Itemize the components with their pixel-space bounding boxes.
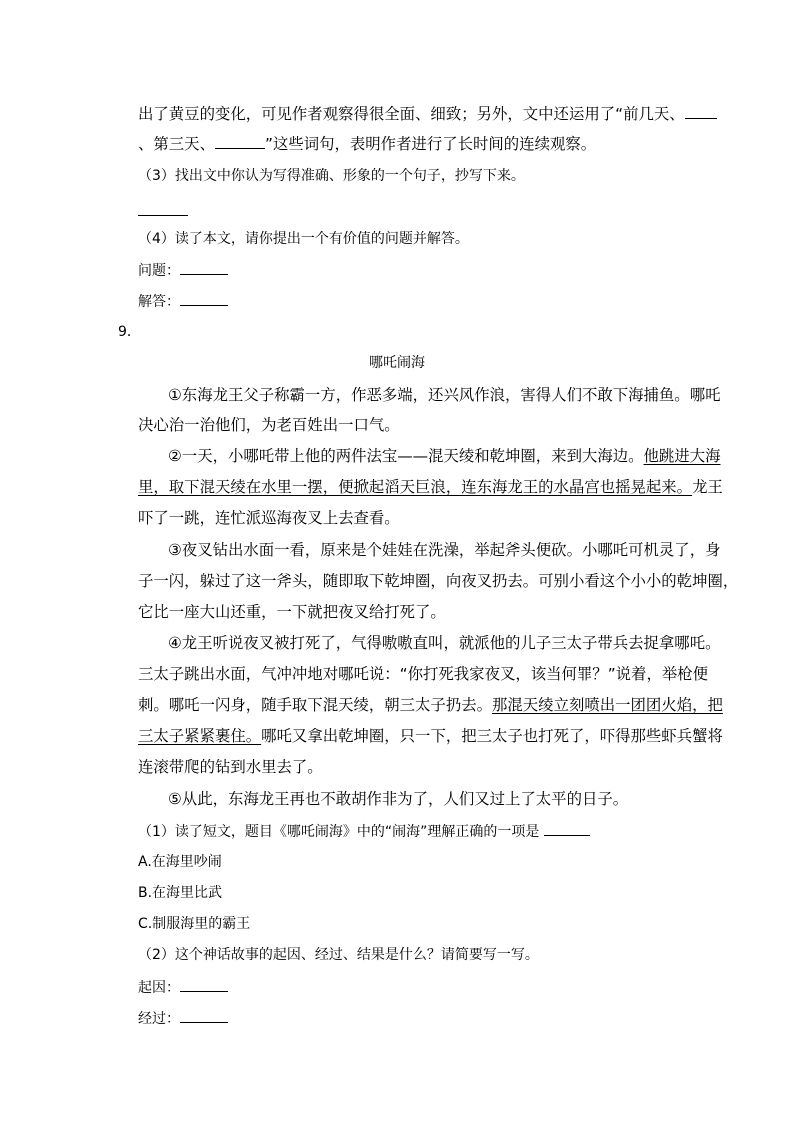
answer-blank[interactable] — [180, 291, 228, 306]
paragraph-2 — [168, 446, 721, 466]
text-segment: 、第三天、 — [138, 135, 215, 153]
paragraph-4: 三太子跳出水面，气冲冲地对哪吒说：“你打死我家夜叉，该当何罪？”说着，举枪便 — [138, 665, 709, 683]
paragraph-3: 它比一座大山还重，一下就把夜叉给打死了。 — [138, 603, 446, 621]
answer-blank[interactable] — [544, 821, 590, 836]
answer-blank[interactable] — [180, 977, 228, 992]
answer-blank[interactable] — [180, 1008, 228, 1023]
underlined-text: 那混天绫立刻喷出一团团火焰，把 — [492, 696, 723, 714]
option-a[interactable]: A.在海里吵闹 — [138, 854, 222, 870]
paragraph-3: 子一闪，躲过了这一斧头，随即取下乾坤圈，向夜叉扔去。可别小看这个小小的乾坤圈， — [138, 572, 739, 590]
underlined-text: 里，取下混天绫在水里一摆，便掀起滔天巨浪，连东海龙王的水晶宫也摇晃起来。 — [138, 478, 693, 496]
sub-question-1 — [138, 821, 590, 842]
answer-blank[interactable] — [180, 260, 228, 275]
process-label: 经过： — [138, 1011, 180, 1027]
paragraph-4 — [138, 695, 723, 715]
text-line — [138, 134, 596, 154]
answer-label: 解答： — [138, 294, 180, 310]
paragraph-4: 连滚带爬的钻到水里去了。 — [138, 758, 323, 776]
paragraph-1: 决心治一治他们，为老百姓出一口气。 — [138, 416, 400, 434]
text-segment: 哪吒又拿出乾坤圈，只一下，把三太子也打死了，吓得那些虾兵蟹将 — [261, 727, 723, 745]
paragraph-2: 吓了一跳，连忙派巡海夜叉上去查看。 — [138, 509, 400, 527]
question-number: 9． — [118, 324, 141, 340]
cause-field — [138, 977, 228, 998]
paragraph-5: ⑤从此，东海龙王再也不敢胡作非为了，人们又过上了太平的日子。 — [168, 790, 629, 808]
underlined-text: 三太子紧紧裹住。 — [138, 727, 262, 745]
paragraph-4: ④龙王听说夜叉被打死了，气得嗷嗷直叫，就派他的儿子三太子带兵去捉拿哪吒。 — [168, 634, 721, 652]
answer-line — [138, 201, 188, 222]
text-segment: ②一天，小哪吒带上他的两件法宝——混天绫和乾坤圈，来到大海边。 — [168, 447, 644, 465]
paragraph-1: ①东海龙王父子称霸一方，作恶多端，还兴风作浪，害得人们不敢下海捕鱼。哪吒 — [168, 386, 721, 404]
text-line — [138, 104, 717, 124]
sub-question-4: （4）读了本文，请你提出一个有价值的问题并解答。 — [138, 231, 469, 247]
paragraph-4 — [138, 726, 723, 746]
process-field — [138, 1008, 228, 1029]
option-b[interactable]: B.在海里比武 — [138, 885, 223, 901]
question-text: （1）读了短文，题目《哪吒闹海》中的“闹海”理解正确的一项是 — [138, 824, 540, 840]
cause-label: 起因： — [138, 980, 180, 996]
text-segment: 刺。哪吒一闪身，随手取下混天绫，朝三太子扔去。 — [138, 696, 492, 714]
text-segment: 出了黄豆的变化，可见作者观察得很全面、细致；另外，文中还运用了“前几天、 — [138, 105, 685, 123]
option-c[interactable]: C.制服海里的霸王 — [138, 916, 251, 932]
paragraph-2 — [138, 477, 723, 497]
answer-blank[interactable] — [685, 104, 717, 119]
answer-field — [138, 291, 228, 312]
question-field — [138, 260, 228, 281]
sub-question-2: （2）这个神话故事的起因、经过、结果是什么？请简要写一写。 — [138, 947, 539, 963]
underlined-text: 他跳进大海 — [643, 447, 721, 465]
passage-title: 哪吒闹海 — [369, 355, 425, 371]
answer-blank[interactable] — [215, 134, 265, 149]
text-segment: ”这些词句，表明作者进行了长时间的连续观察。 — [264, 135, 597, 153]
question-label: 问题： — [138, 263, 180, 279]
text-segment: 龙王 — [692, 478, 723, 496]
sub-question-3: （3）找出文中你认为写得准确、形象的一个句子，抄写下来。 — [138, 168, 525, 184]
answer-blank[interactable] — [138, 201, 188, 216]
paragraph-3: ③夜叉钻出水面一看，原来是个娃娃在洗澡，举起斧头便砍。小哪吒可机灵了，身 — [168, 541, 721, 559]
